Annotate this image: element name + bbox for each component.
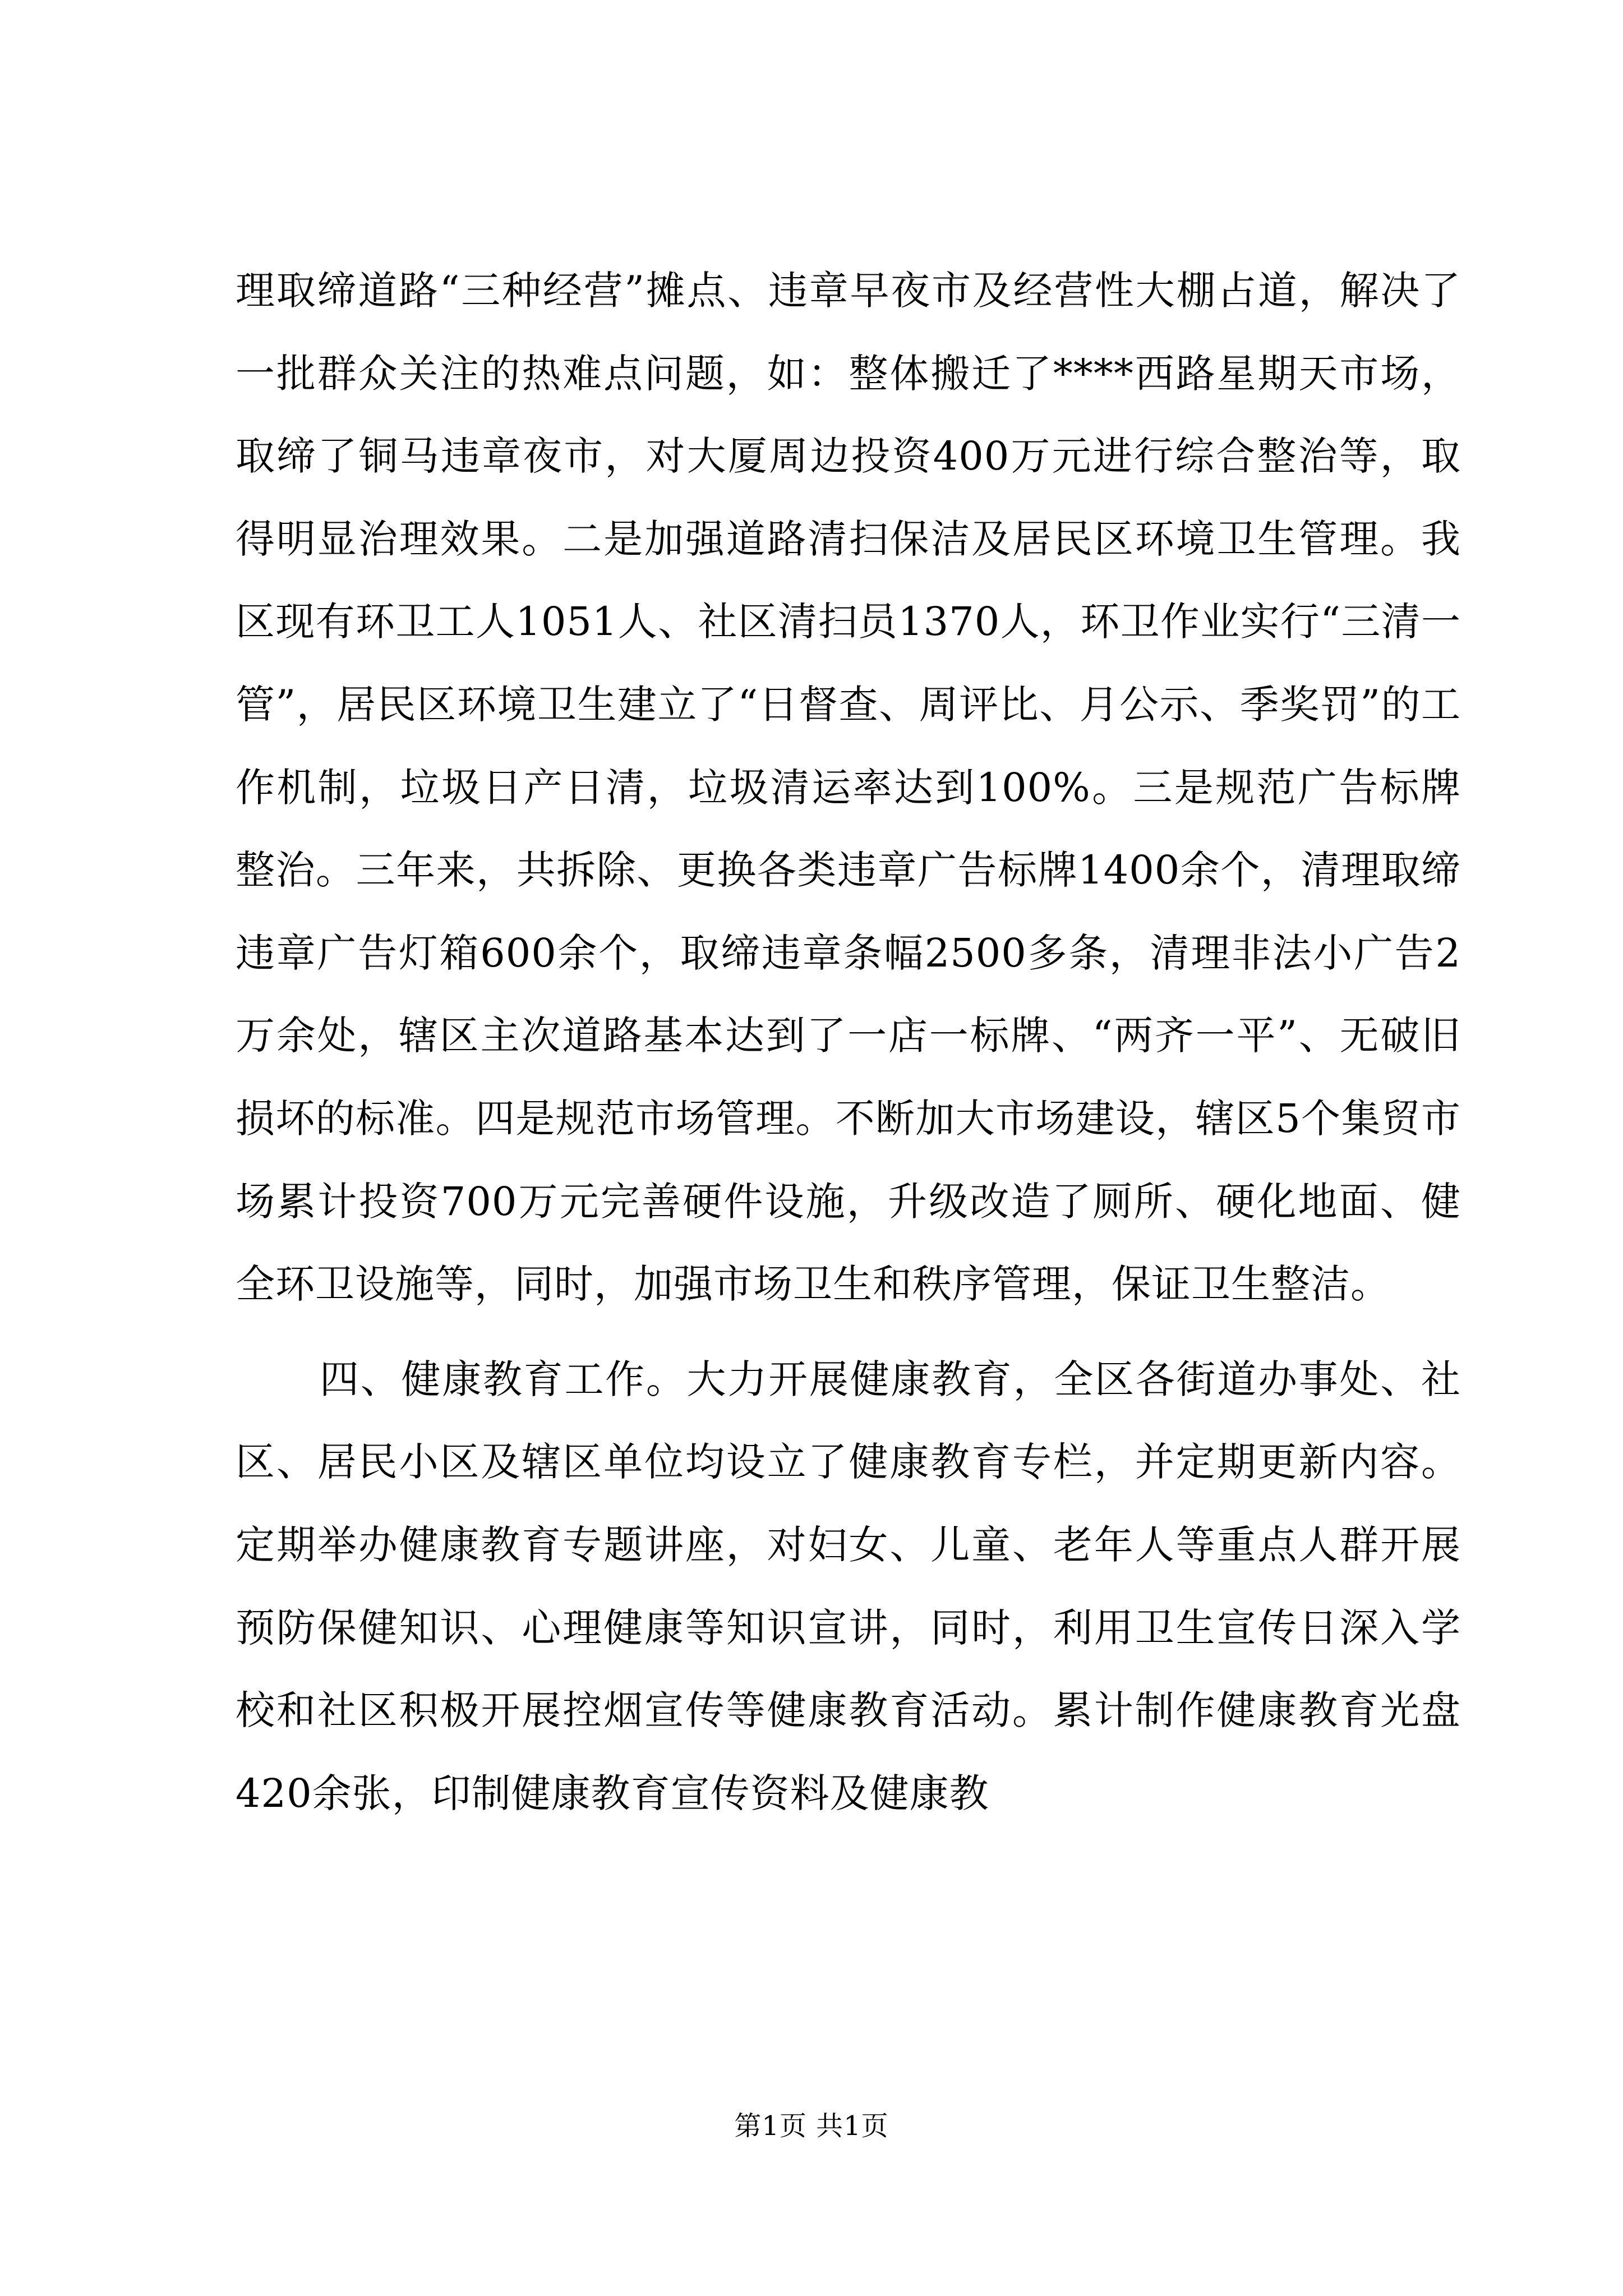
- paragraph-health-education: 四、健康教育工作。大力开展健康教育，全区各街道办事处、社区、居民小区及辖区单位均设立了健康教育专栏，并定期更新内容。定期举办健康教育专题讲座，对妇女、儿童、老年人等重点人群开展预防保健知识、心理健康等知识宣讲，同时，利用卫生宣传日深入学校和社区积极开展控烟宣传等健康教育活动。累计制作健康教育光盘420余张，印制健康教育宣传资料及健康教: [236, 1356, 1461, 1816]
- document-body: [236, 250, 1461, 1835]
- paragraph-continued: 理取缔道路“三种经营”摊点、违章早夜市及经营性大棚占道，解决了一批群众关注的热难点问题，如：整体搬迁了****西路星期天市场，取缔了铜马违章夜市，对大厦周边投资400万元进行综合整治等，取得明显治理效果。二是加强道路清扫保洁及居民区环境卫生管理。我区现有环卫工人1051人、社区清扫员1370人，环卫作业实行“三清一管”，居民区环境卫生建立了“日督查、周评比、月公示、季奖罚”的工作机制，垃圾日产日清，垃圾清运率达到100%。三是规范广告标牌整治。三年来，共拆除、更换各类违章广告标牌1400余个，清理取缔违章广告灯箱600余个，取缔违章条幅2500多条，清理非法小广告2万余处，辖区主次道路基本达到了一店一标牌、“两齐一平”、无破旧损坏的标准。四是规范市场管理。不断加大市场建设，辖区5个集贸市场累计投资700万元完善硬件设施，升级改造了厕所、硬化地面、健全环卫设施等，同时，加强市场卫生和秩序管理，保证卫生整洁。: [236, 268, 1461, 1308]
- page-footer: 第1页 共1页: [734, 2110, 889, 2142]
